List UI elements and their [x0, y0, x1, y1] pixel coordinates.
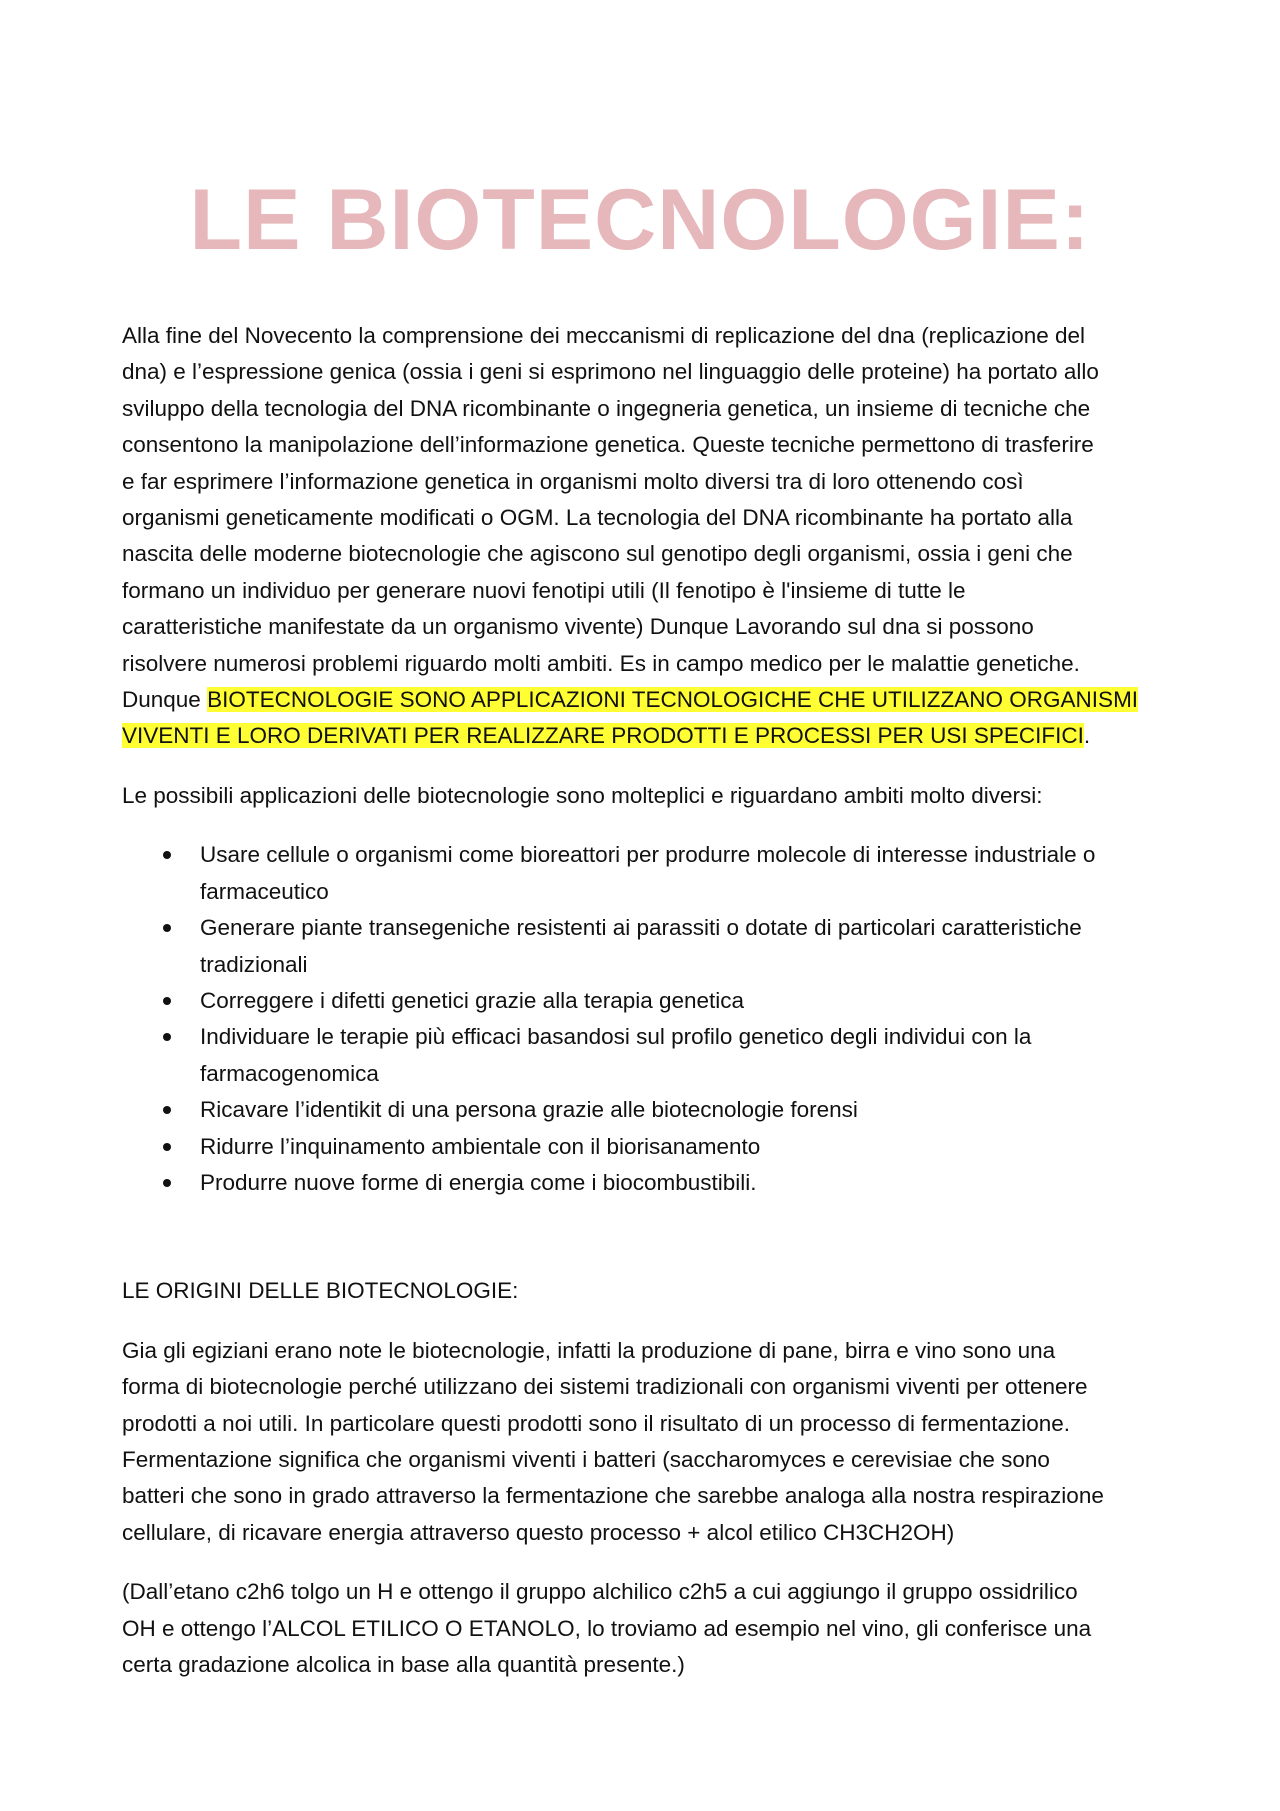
section-heading: LE ORIGINI DELLE BIOTECNOLOGIE:	[122, 1278, 519, 1304]
intro-text: Alla fine del Novecento la comprensione dei meccanismi di replicazione del dna (replicazione del dna) e l’espressione genica (ossia i geni si esprimono nel linguaggio delle proteine) ha portato allo sviluppo della tecnologia del DNA ricombinante o ingegneria genetica, un insieme di tecniche che consentono la manipolazione dell’informazione genetica. Queste tecniche permettono di trasferire e far esprimere l’informazione genetica in organismi molto diversi tra di loro ottenendo così organismi geneticamente modificati o OGM. La tecnologia del DNA ricombinante ha portato alla nascita delle moderne biotecnologie che agiscono sul genotipo degli organismi, ossia i geni che formano un individuo per generare nuovi fenotipi utili (Il fenotipo è l'insieme di tutte le caratteristiche manifestate da un organismo vivente) Dunque Lavorando sul dna si possono risolvere numerosi problemi riguardo molti ambiti. Es in campo medico per le malattie genetiche. Dunque	[122, 323, 1099, 713]
applications-intro: Le possibili applicazioni delle biotecnologie sono molteplici e riguardano ambiti molto diversi:	[122, 782, 1043, 808]
list-item-text: Ricavare l’identikit di una persona grazie alle biotecnologie forensi	[200, 1097, 858, 1123]
page-title: LE BIOTECNOLOGIE:	[189, 172, 1091, 268]
list-item	[122, 1165, 1172, 1201]
list-item-text: Usare cellule o organismi come bioreattori per produrre molecole di interesse industriale o farmaceutico	[200, 842, 1096, 904]
list-item	[122, 1129, 1172, 1165]
bullet-icon	[163, 1179, 171, 1187]
bullet-icon	[163, 1143, 171, 1151]
list-item-text: Produrre nuove forme di energia come i biocombustibili.	[200, 1169, 757, 1195]
origins-paragraph: Gia gli egiziani erano note le biotecnologie, infatti la produzione di pane, birra e vino sono una forma di biotecnologie perché utilizzano dei sistemi tradizionali con organismi viventi per ottenere prodotti a noi utili. In particolare questi prodotti sono il risultato di un processo di fermentazione. Fermentazione significa che organismi viventi i batteri (saccharomyces e cerevisiae che sono batteri che sono in grado attraverso la fermentazione che sarebbe analoga alla nostra respirazione cellulare, di ricavare energia attraverso questo processo + alcol etilico CH3CH2OH)	[122, 1337, 1104, 1545]
ethanol-paragraph: (Dall’etano c2h6 tolgo un H e ottengo il gruppo alchilico c2h5 a cui aggiungo il gruppo ossidrilico OH e ottengo l’ALCOL ETILICO O ETANOLO, lo troviamo ad esempio nel vino, gli conferisce una certa gradazione alcolica in base alla quantità presente.)	[122, 1579, 1092, 1677]
list-item-text: Generare piante transegeniche resistenti ai parassiti o dotate di particolari caratteristiche tradizionali	[200, 915, 1082, 977]
list-item-text: Individuare le terapie più efficaci basandosi sul profilo genetico degli individui con la farmacogenomica	[200, 1024, 1032, 1086]
document-body	[122, 318, 1172, 1706]
list-item-text: Ridurre l’inquinamento ambientale con il biorisanamento	[200, 1133, 761, 1159]
section-spacer	[122, 1224, 1172, 1273]
definition-highlight: BIOTECNOLOGIE SONO APPLICAZIONI TECNOLOGICHE CHE UTILIZZANO ORGANISMI VIVENTI E LORO DERIVATI PER REALIZZARE PRODOTTI E PROCESSI PER USI SPECIFICI	[122, 687, 1139, 749]
intro-paragraph	[122, 318, 1172, 755]
applications-list	[122, 837, 1172, 1201]
list-item	[122, 1019, 1172, 1092]
intro-end: .	[1083, 723, 1091, 749]
list-item-text: Correggere i difetti genetici grazie alla terapia genetica	[200, 987, 745, 1013]
list-item	[122, 1092, 1172, 1128]
list-item	[122, 910, 1172, 983]
bullet-icon	[163, 1106, 171, 1114]
bullet-icon	[163, 997, 171, 1005]
bullet-icon	[163, 1033, 171, 1041]
list-item	[122, 837, 1172, 910]
bullet-icon	[163, 851, 171, 859]
bullet-icon	[163, 924, 171, 932]
list-item	[122, 983, 1172, 1019]
